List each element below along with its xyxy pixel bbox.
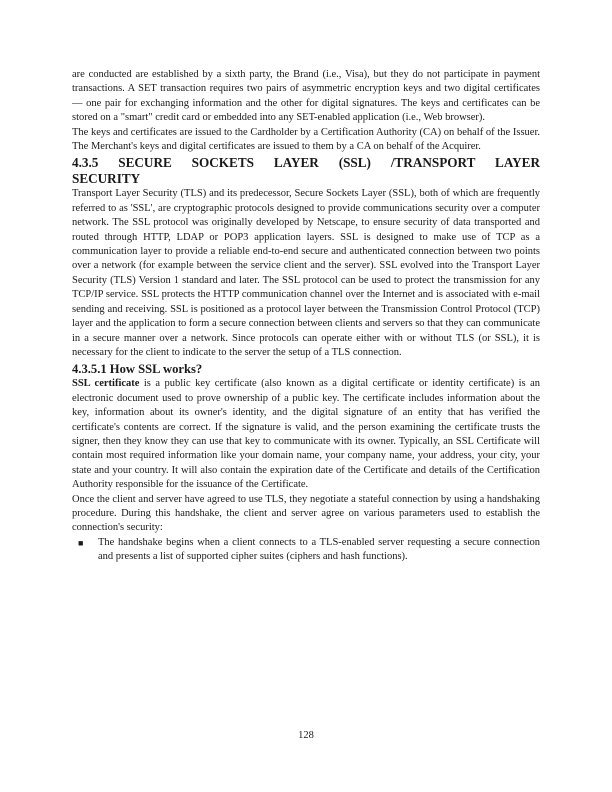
paragraph-certification-authority: The keys and certificates are issued to the Cardholder by a Certification Authority (CA) on behalf of the Issuer. The Merchant's keys and digital certificates are issued to them by a CA on behalf of the Acquirer.: [72, 126, 540, 153]
square-bullet-icon: ■: [78, 537, 84, 548]
document-page: [72, 68, 540, 565]
ssl-certificate-definition: is a public key certificate (also known as a digital certificate or identity certificate) is an electronic document used to prove ownership of a public key. The certificate includes information about the key, information about its owner's identity, and the digital signature of an entity that has verified the certificate's contents are correct. If the signature is valid, and the person examining the certificate trusts the signer, then they know they can use that key to communicate with its owner. Typically, an SSL Certificate will contain most required information like your domain name, your company name, your address, your city, your state and your country. It will also contain the expiration date of the Certificate and details of the Certification Authority responsible for the issuance of the Certificate.: [72, 378, 540, 491]
paragraph-set-transaction: are conducted are established by a sixth party, the Brand (i.e., Visa), but they do not participate in payment transactions. A SET transaction requires two pairs of asymmetric encryption keys and two digital certificates — one pair for exchanging information and the other for digital signatures. The keys and certificates can be stored on a "smart" credit card or embedded into any SET-enabled application (i.e., Web browser).: [72, 69, 540, 124]
ssl-certificate-term: SSL certificate: [72, 378, 140, 390]
page-number: 128: [298, 730, 314, 741]
paragraph-handshake: Once the client and server have agreed to use TLS, they negotiate a stateful connection by using a handshaking procedure. During this handshake, the client and server agree on various parameters used to establish the connection's security:: [72, 493, 540, 534]
list-item-text: The handshake begins when a client connects to a TLS-enabled server requesting a secure connection and presents a list of supported cipher suites (ciphers and hash functions).: [98, 536, 540, 563]
subsection-heading: 4.3.5.1 How SSL works?: [72, 362, 203, 377]
section-heading: 4.3.5 SECURE SOCKETS LAYER (SSL) /TRANSPORT LAYER SECURITY: [72, 155, 540, 187]
handshake-steps-list: [72, 536, 540, 565]
paragraph-tls-ssl-intro: Transport Layer Security (TLS) and its predecessor, Secure Sockets Layer (SSL), both of which are frequently referred to as 'SSL', are cryptographic protocols designed to provide communications security over a computer network. The SSL protocol was originally developed by Netscape, to ensure security of data transported and routed through HTTP, LDAP or POP3 application layers. SSL is designed to make use of TCP as a communication layer to provide a reliable end-to-end secure and authenticated connection between two points over a network (for example between the service client and the server). SSL evolved into the Transport Layer Security (TLS) Version 1 standard and later. The SSL protocol can be used to protect the transmission for any TCP/IP service. SSL protects the HTTP communication channel over the Internet and is associated with e-mail sending and receiving. SSL is positioned as a protocol layer between the Transmission Control Protocol (TCP) layer and the application to form a secure connection between clients and servers so that they can communicate in a secure manner over a network. Since protocols can operate either with or without TLS (or SSL), it is necessary for the client to indicate to the server the setup of a TLS connection.: [72, 188, 540, 358]
list-item: [78, 536, 540, 565]
paragraph-ssl-certificate: [72, 377, 540, 492]
